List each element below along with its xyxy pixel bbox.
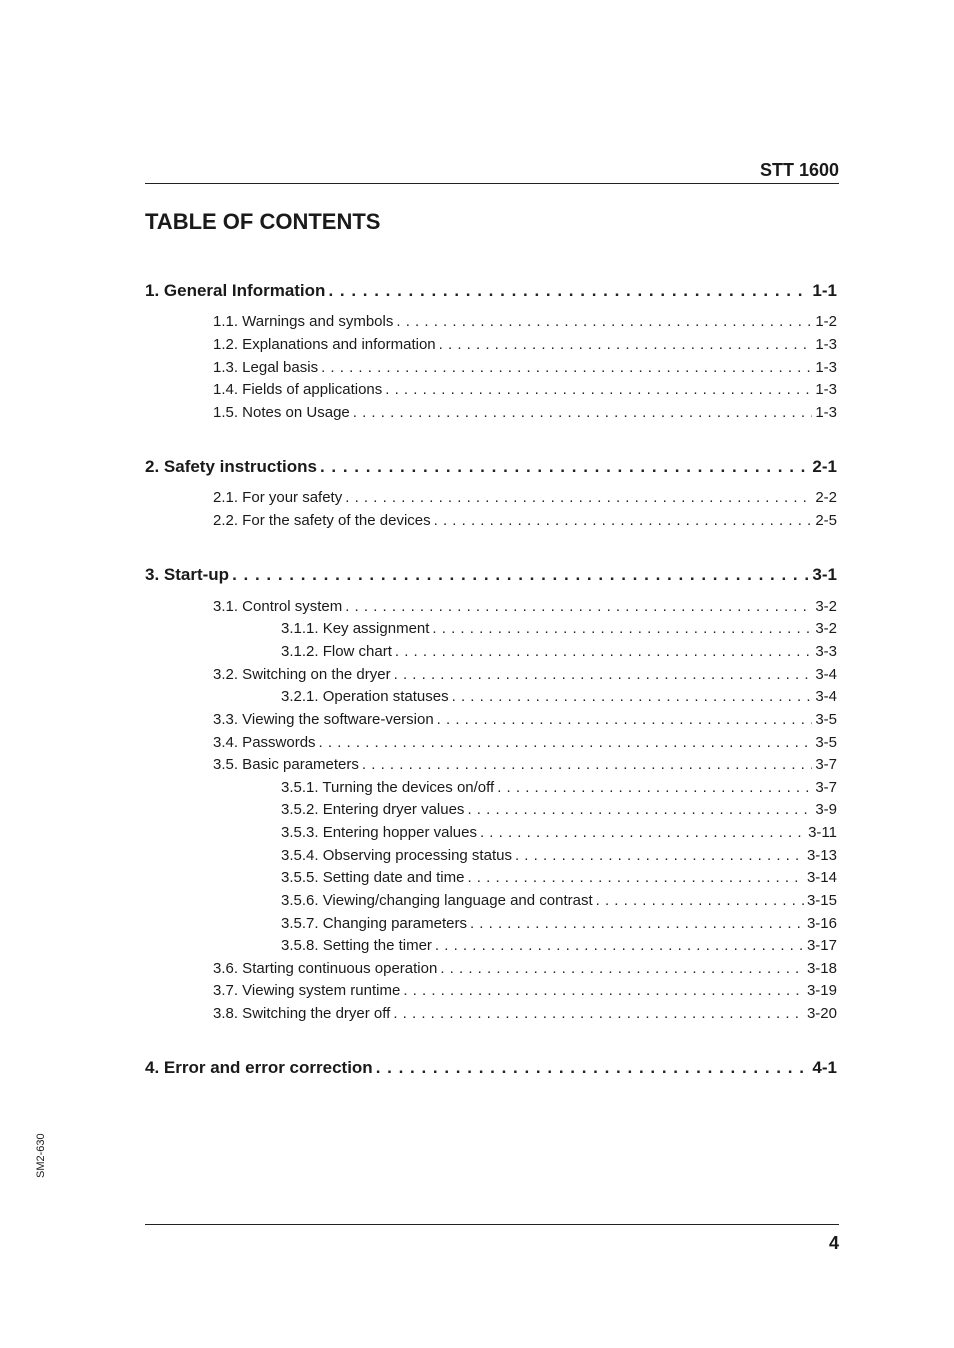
toc-entry-page: 3-2	[815, 620, 837, 637]
toc-entry-page: 3-4	[815, 666, 837, 683]
toc-entry-page: 3-11	[808, 824, 837, 841]
toc-entry-label: 3.1.2. Flow chart	[281, 643, 392, 660]
toc-section-4[interactable]	[145, 1058, 837, 1080]
toc-entry-1-4[interactable]	[213, 381, 837, 401]
toc-entry-2-2[interactable]	[213, 512, 837, 532]
toc-entry-3-2[interactable]	[213, 666, 837, 686]
dot-leader	[452, 688, 813, 705]
document-title: STT 1600	[759, 160, 839, 180]
dot-leader	[480, 824, 805, 841]
toc-entry-3-5-4[interactable]	[281, 847, 837, 867]
toc-entry-3-1-2[interactable]	[281, 643, 837, 663]
toc-entry-page: 3-16	[806, 915, 837, 932]
toc-entry-3-1-1[interactable]	[281, 620, 837, 640]
toc-entry-label: 3.8. Switching the dryer off	[213, 1005, 391, 1022]
dot-leader	[328, 281, 809, 301]
toc-entry-3-4[interactable]	[213, 734, 837, 754]
toc-entry-label: 1.2. Explanations and information	[213, 336, 436, 353]
toc-entry-page: 3-7	[815, 756, 837, 773]
dot-leader	[394, 666, 813, 683]
dot-leader	[232, 565, 809, 585]
dot-leader	[385, 381, 812, 398]
dot-leader	[345, 598, 812, 615]
toc-entry-label: 2.2. For the safety of the devices	[213, 512, 431, 529]
footer-rule	[145, 1224, 839, 1225]
toc-entry-3-2-1[interactable]	[281, 688, 837, 708]
toc-entry-label: 1.1. Warnings and symbols	[213, 313, 394, 330]
toc-entry-label: 3.2. Switching on the dryer	[213, 666, 391, 683]
dot-leader	[432, 620, 812, 637]
toc-entry-page: 3-19	[806, 982, 837, 999]
toc-entry-3-5-6[interactable]	[281, 892, 837, 912]
toc-entry-page: 3-4	[815, 688, 837, 705]
dot-leader	[396, 313, 812, 330]
toc-entry-label: 3.1. Control system	[213, 598, 343, 615]
toc-entry-label: 3.2.1. Operation statuses	[281, 688, 449, 705]
toc-entry-page: 1-1	[812, 281, 837, 300]
document-code: SM2-630	[35, 1133, 47, 1178]
toc-entry-label: 3. Start-up	[145, 565, 230, 584]
toc-entry-label: 1.3. Legal basis	[213, 359, 319, 376]
toc-section-1[interactable]	[145, 281, 837, 303]
toc-entry-3-6[interactable]	[213, 960, 837, 980]
dot-leader	[467, 801, 812, 818]
toc-entry-label: 3.5. Basic parameters	[213, 756, 359, 773]
dot-leader	[353, 404, 813, 421]
toc-entry-label: 3.5.1. Turning the devices on/off	[281, 779, 495, 796]
toc-entry-page: 1-3	[815, 381, 837, 398]
toc-entry-3-5-5[interactable]	[281, 869, 837, 889]
toc-entry-label: 3.5.2. Entering dryer values	[281, 801, 465, 818]
page-number: 4	[828, 1233, 839, 1253]
toc-entry-label: 3.7. Viewing system runtime	[213, 982, 401, 999]
dot-leader	[403, 982, 804, 999]
toc-entry-3-5-7[interactable]	[281, 915, 837, 935]
dot-leader	[362, 756, 812, 773]
dot-leader	[320, 457, 809, 477]
toc-entry-page: 3-2	[815, 598, 837, 615]
toc-entry-page: 3-15	[806, 892, 837, 909]
toc-entry-2-1[interactable]	[213, 489, 837, 509]
dot-leader	[376, 1058, 810, 1078]
dot-leader	[395, 643, 812, 660]
dot-leader	[321, 359, 812, 376]
toc-entry-page: 2-1	[812, 457, 837, 476]
toc-entry-3-5-3[interactable]	[281, 824, 837, 844]
toc-entry-1-2[interactable]	[213, 336, 837, 356]
toc-entry-label: 3.5.8. Setting the timer	[281, 937, 432, 954]
toc-entry-page: 1-3	[815, 336, 837, 353]
dot-leader	[437, 711, 813, 728]
toc-entry-3-7[interactable]	[213, 982, 837, 1002]
toc-entry-page: 3-5	[815, 734, 837, 751]
toc-entry-page: 1-3	[815, 404, 837, 421]
toc-section-3[interactable]	[145, 565, 837, 587]
dot-leader	[435, 937, 804, 954]
toc-entry-page: 3-17	[806, 937, 837, 954]
toc-entry-3-3[interactable]	[213, 711, 837, 731]
dot-leader	[515, 847, 804, 864]
toc-entry-label: 2. Safety instructions	[145, 457, 317, 476]
toc-entry-page: 3-18	[806, 960, 837, 977]
toc-entry-1-1[interactable]	[213, 313, 837, 333]
toc-entry-page: 3-1	[812, 565, 837, 584]
toc-entry-label: 3.3. Viewing the software-version	[213, 711, 434, 728]
dot-leader	[497, 779, 812, 796]
toc-entry-page: 3-5	[815, 711, 837, 728]
toc-entry-label: 3.5.5. Setting date and time	[281, 869, 465, 886]
toc-entry-label: 4. Error and error correction	[145, 1058, 373, 1077]
toc-section-2[interactable]	[145, 457, 837, 479]
toc-entry-label: 2.1. For your safety	[213, 489, 343, 506]
dot-leader	[393, 1005, 804, 1022]
toc-entry-label: 3.6. Starting continuous operation	[213, 960, 438, 977]
toc-entry-3-5-8[interactable]	[281, 937, 837, 957]
dot-leader	[440, 960, 804, 977]
toc-entry-label: 1.5. Notes on Usage	[213, 404, 350, 421]
toc-entry-label: 1.4. Fields of applications	[213, 381, 383, 398]
toc-entry-1-3[interactable]	[213, 359, 837, 379]
toc-entry-page: 2-2	[815, 489, 837, 506]
dot-leader	[596, 892, 804, 909]
toc-entry-3-5-2[interactable]	[281, 801, 837, 821]
dot-leader	[434, 512, 813, 529]
toc-entry-page: 2-5	[815, 512, 837, 529]
toc-entry-3-1[interactable]	[213, 598, 837, 618]
dot-leader	[470, 915, 804, 932]
toc-entry-label: 3.5.3. Entering hopper values	[281, 824, 477, 841]
toc-entry-page: 1-2	[815, 313, 837, 330]
toc-entry-page: 3-20	[806, 1005, 837, 1022]
dot-leader	[439, 336, 813, 353]
toc-entry-1-5[interactable]	[213, 404, 837, 424]
header-rule	[145, 183, 839, 184]
toc-entry-3-8[interactable]	[213, 1005, 837, 1025]
toc-entry-page: 1-3	[815, 359, 837, 376]
dot-leader	[319, 734, 813, 751]
toc-entry-page: 3-9	[815, 801, 837, 818]
toc-entry-label: 3.4. Passwords	[213, 734, 316, 751]
toc-entry-label: 3.1.1. Key assignment	[281, 620, 430, 637]
page-title: TABLE OF CONTENTS	[145, 209, 381, 234]
toc-entry-page: 3-14	[806, 869, 837, 886]
toc-entry-page: 3-7	[815, 779, 837, 796]
dot-leader	[467, 869, 804, 886]
dot-leader	[345, 489, 812, 506]
toc-entry-label: 3.5.7. Changing parameters	[281, 915, 467, 932]
toc-entry-page: 3-3	[815, 643, 837, 660]
toc-entry-label: 3.5.4. Observing processing status	[281, 847, 512, 864]
toc-entry-label: 3.5.6. Viewing/changing language and contrast	[281, 892, 593, 909]
toc-entry-label: 1. General Information	[145, 281, 326, 300]
toc-entry-page: 3-13	[806, 847, 837, 864]
toc-entry-3-5[interactable]	[213, 756, 837, 776]
toc-entry-3-5-1[interactable]	[281, 779, 837, 799]
toc-entry-page: 4-1	[812, 1058, 837, 1077]
